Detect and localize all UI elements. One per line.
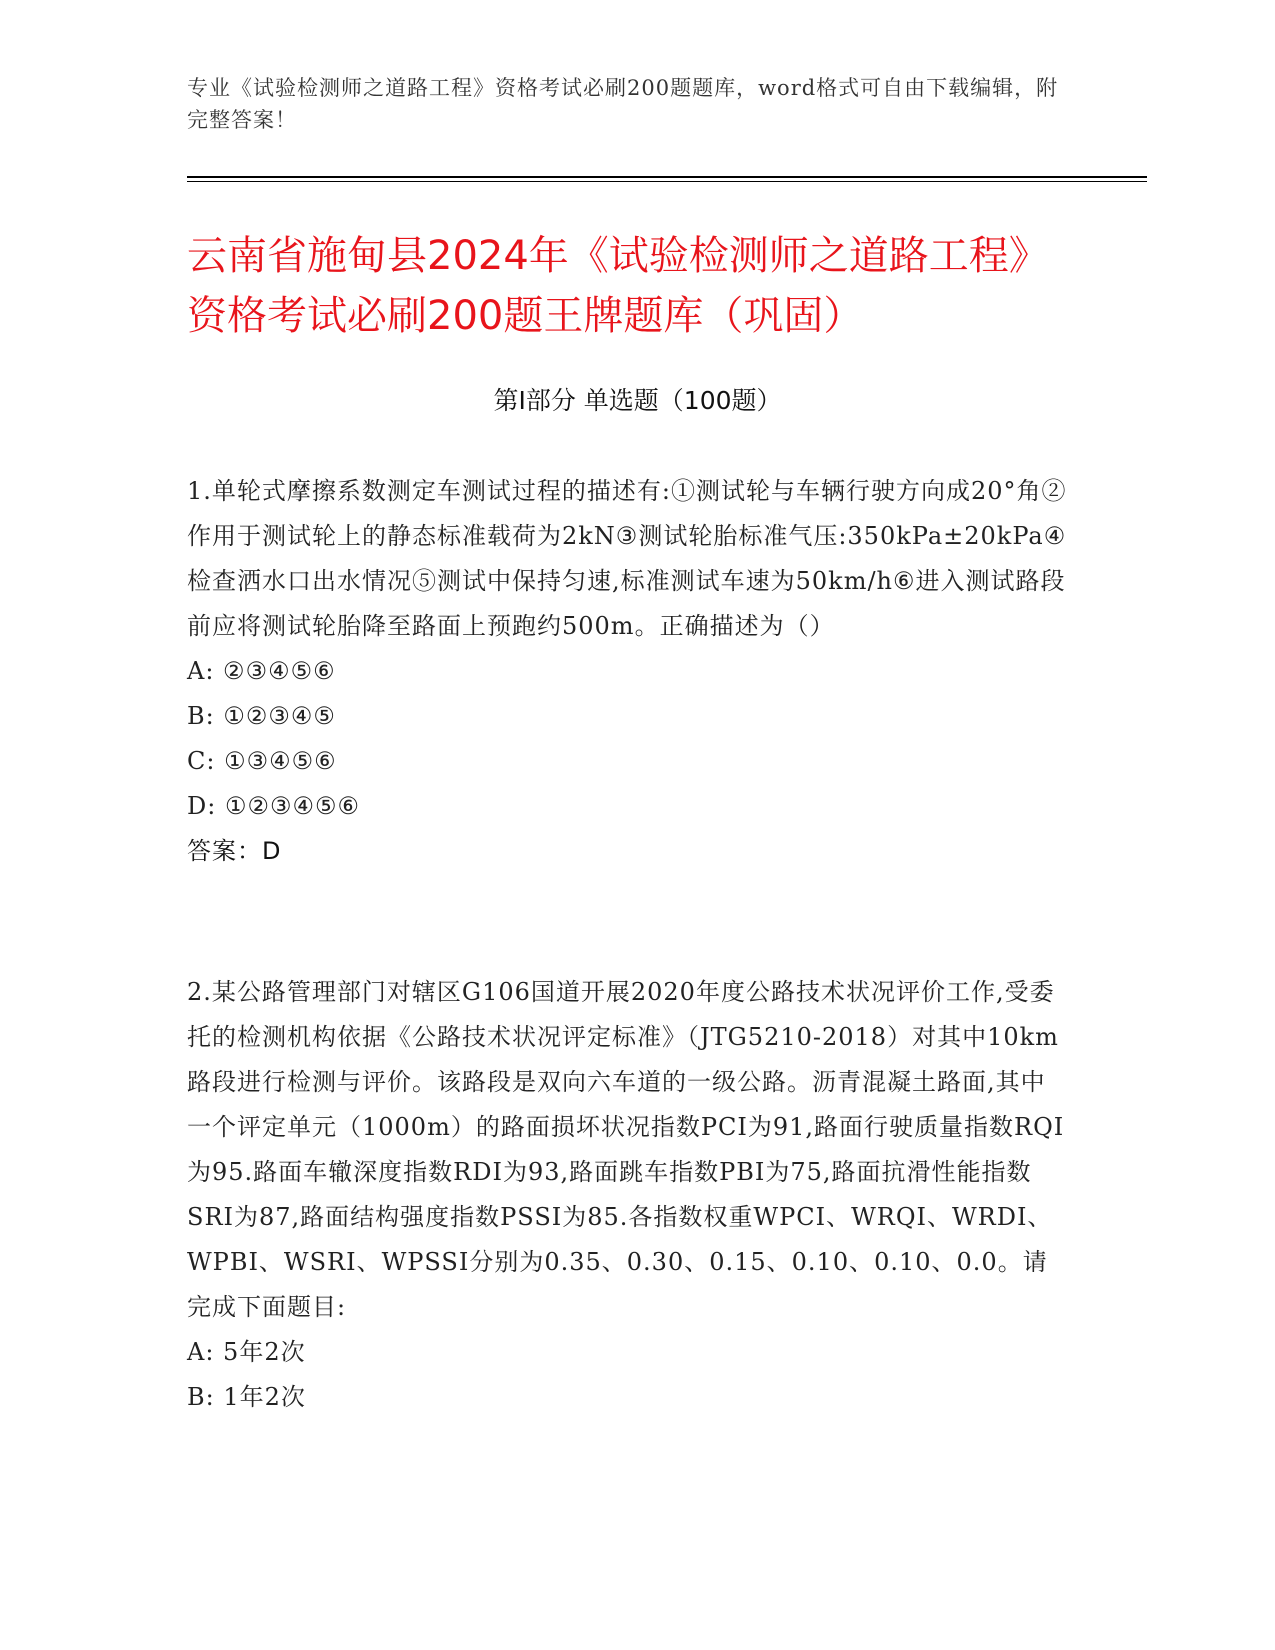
question-2-stem: 2.某公路管理部门对辖区G106国道开展2020年度公路技术状况评价工作,受委托的检测机构依据《公路技术状况评定标准》（JTG5210-2018）对其中10km路段进行检测与评价。该路段是双向六车道的一级公路。沥青混凝土路面,其中一个评定单元（1000m）的路面损坏状况指数PCI为91,路面行驶质量指数RQI为95.路面车辙深度指数RDI为93,路面跳车指数PBI为75,路面抗滑性能指数SRI为87,路面结构强度指数PSSI为85.各指数权重WPCI、WRQI、WRDI、WPBI、WSRI、WPSSI分别为0.35、0.30、0.15、0.10、0.10、0.0。请完成下面题目: xyxy=(187,978,1065,1321)
section-heading: 第Ⅰ部分 单选题（100题） xyxy=(493,386,782,415)
question-2-option-b: B: 1年2次 xyxy=(187,1383,306,1411)
question-1-option-b: B: ①②③④⑤ xyxy=(187,702,336,730)
question-1-answer: 答案：D xyxy=(187,837,282,865)
header-note: 专业《试验检测师之道路工程》资格考试必刷200题题库，word格式可自由下载编辑，附完整答案！ xyxy=(187,76,1059,132)
question-1-option-d: D: ①②③④⑤⑥ xyxy=(187,792,361,820)
question-1-option-c: C: ①③④⑤⑥ xyxy=(187,747,337,775)
document-title: 云南省施甸县2024年《试验检测师之道路工程》资格考试必刷200题王牌题库（巩固） xyxy=(187,233,1049,339)
question-2 xyxy=(187,970,1067,1420)
question-1 xyxy=(187,469,1067,874)
header-divider xyxy=(187,176,1147,183)
header-divider-thin xyxy=(187,181,1147,182)
question-1-stem: 1.单轮式摩擦系数测定车测试过程的描述有:①测试轮与车辆行驶方向成20°角②作用于测试轮上的静态标准载荷为2kN③测试轮胎标准气压:350kPa±20kPa④检查洒水口出水情况⑤测试中保持匀速,标准测试车速为50km/h⑥进入测试路段前应将测试轮胎降至路面上预跑约500m。正确描述为（） xyxy=(187,477,1067,640)
question-2-option-a: A: 5年2次 xyxy=(187,1338,306,1366)
question-1-option-a: A: ②③④⑤⑥ xyxy=(187,657,336,685)
header-divider-thick xyxy=(187,176,1147,178)
